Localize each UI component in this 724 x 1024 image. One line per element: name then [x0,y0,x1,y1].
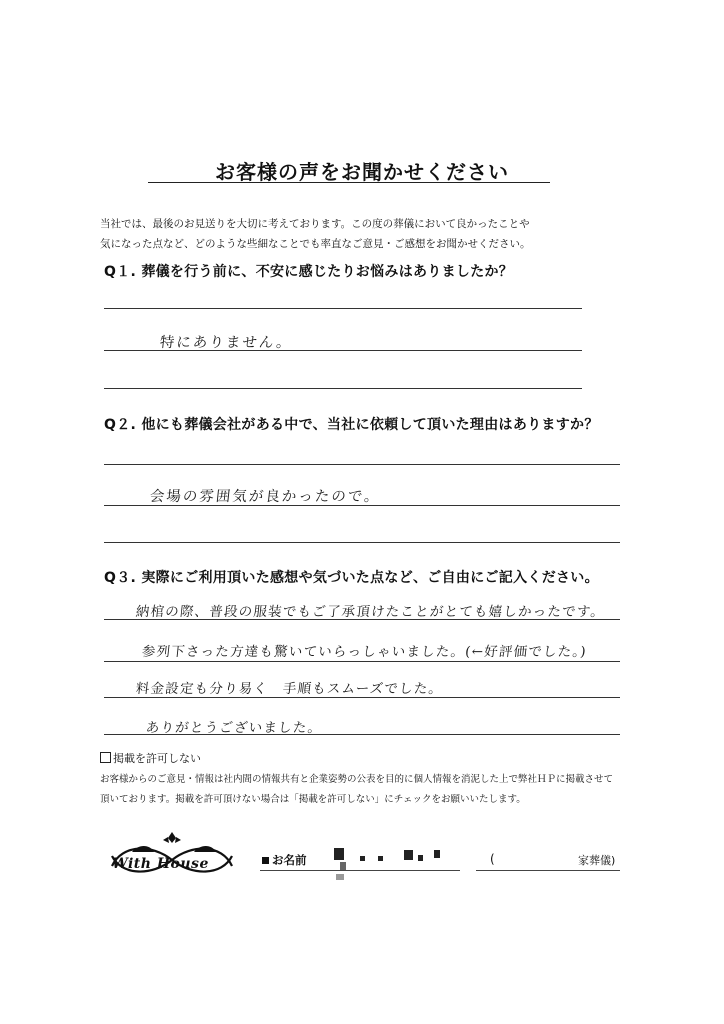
answer-3-4: ありがとうございました。 [144,720,324,736]
answer-2-1: 会場の雰囲気が良かったので。 [149,489,382,505]
intro-text [100,214,660,254]
question-2 [104,414,599,434]
answer-line [104,697,620,698]
logo-text: With House [112,856,209,872]
page-title: お客様の声をお聞かせください [215,160,509,184]
intro-line-2: 気になった点など、どのような些細なことでも率直なご意見・ご感想をお聞かせください。 [100,238,531,250]
consent-checkbox[interactable] [100,752,111,763]
notice-line-2: 頂いております。掲載を許可頂けない場合は「掲載を許可しない」にチェックをお願いいたします。 [100,794,526,805]
answer-3-3: 料金設定も分り易く 手順もスムーズでした。 [134,681,444,697]
privacy-notice [100,770,660,810]
intro-line-1: 当社では、最後のお見送りを大切に考えております。この度の葬儀において良かったことや [100,218,530,230]
answer-line [104,734,620,735]
answer-line [104,464,620,465]
answer-line [104,350,582,351]
with-house-logo-icon [102,830,242,880]
redaction-mark [378,856,383,861]
consent-option[interactable] [100,750,201,766]
answer-line [104,542,620,543]
answer-3-2: 参列下さった方達も驚いていらっしゃいました。(←好評価でした。) [140,644,588,660]
question-3 [104,567,599,587]
redaction-mark [340,862,346,870]
redaction-mark [404,850,413,860]
question-1-label: Q１. [104,264,137,280]
name-underline [260,870,460,871]
answer-3-1: 納棺の際、普段の服装でもご了承頂けたことがとても嬉しかったです。 [134,604,606,620]
redaction-mark [334,848,344,860]
redaction-mark [418,855,423,861]
family-funeral-label: 家葬儀) [578,854,616,867]
family-underline [476,870,620,871]
name-label: お名前 [262,852,307,868]
answer-line [104,619,620,620]
question-3-label: Q３. [104,570,137,586]
answer-line [104,661,620,662]
redaction-mark [434,850,440,858]
notice-line-1: お客様からのご意見・情報は社内間の情報共有と企業姿勢の公表を目的に個人情報を消泥した上で弊社ＨＰに掲載させて [100,774,614,785]
family-paren: ( [490,852,495,866]
question-2-text: 他にも葬儀会社がある中で、当社に依頼して頂いた理由はありますか？ [141,417,599,433]
redaction-mark [360,856,365,861]
answer-1-1: 特にありません。 [159,335,294,351]
question-1 [104,261,513,281]
name-marker-icon [262,857,269,864]
consent-label: 掲載を許可しない [113,752,201,765]
answer-line [104,505,620,506]
answer-line [104,308,582,309]
question-2-label: Q２. [104,417,137,433]
question-1-text: 葬儀を行う前に、不安に感じたりお悩みはありましたか？ [141,264,514,280]
redaction-mark [336,874,344,880]
question-3-text: 実際にご利用頂いた感想や気づいた点など、ご自由にご記入ください。 [141,570,599,586]
title-underline [148,182,550,183]
answer-line [104,388,582,389]
